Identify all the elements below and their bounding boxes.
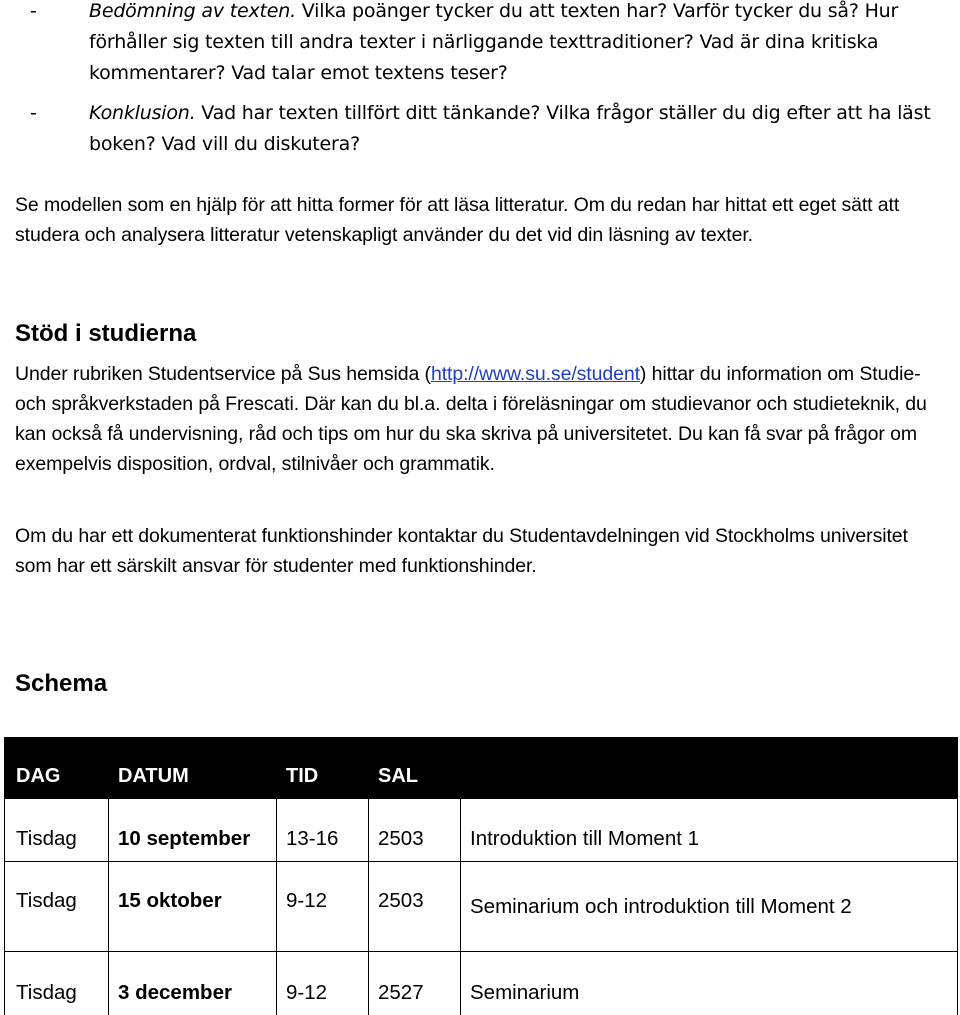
support-heading: Stöd i studierna	[15, 320, 197, 347]
bullet-text	[89, 98, 940, 160]
bullet-text	[89, 0, 940, 89]
table-column-divider	[108, 799, 109, 1015]
row3-day: Tisdag	[16, 981, 77, 1004]
table-border-left	[4, 737, 5, 1015]
table-header-row	[4, 737, 958, 799]
bullet-body: Vad har texten tillfört ditt tänkande? Vilka frågor ställer du dig efter att ha läst boken? Vad vill du diskutera?	[89, 102, 931, 155]
schedule-table	[4, 737, 958, 1015]
table-column-divider	[368, 799, 369, 1015]
row1-description: Introduktion till Moment 1	[470, 827, 700, 850]
table-column-divider	[460, 799, 461, 1015]
table-column-divider	[276, 799, 277, 1015]
row3-time: 9-12	[286, 981, 328, 1004]
schedule-heading: Schema	[15, 670, 108, 697]
bullet-term: Bedömning av texten.	[89, 0, 296, 22]
bullet-dash: -	[30, 0, 37, 22]
row1-day: Tisdag	[16, 827, 77, 850]
bullet-dash: -	[30, 102, 37, 124]
row3-description: Seminarium	[470, 981, 580, 1004]
column-header-room: SAL	[378, 765, 418, 787]
column-header-date: DATUM	[118, 765, 189, 787]
row2-time: 9-12	[286, 889, 328, 912]
bullet-conclusion	[30, 98, 940, 160]
row1-room: 2503	[378, 827, 424, 850]
row2-description: Seminarium och introduktion till Moment 2	[470, 895, 852, 918]
table-row-divider	[4, 951, 958, 952]
column-header-day: DAG	[16, 765, 61, 787]
table-border-right	[957, 737, 958, 1015]
support-paragraph	[15, 359, 945, 479]
bullet-assessment	[30, 0, 940, 89]
table-row-divider	[4, 861, 958, 862]
support-text-before-link: Under rubriken Studentservice på Sus hemsida (	[15, 363, 431, 385]
model-paragraph: Se modellen som en hjälp för att hitta former för att läsa litteratur. Om du redan har hittat ett eget sätt att studera och analysera litteratur vetenskapligt använder du det vid din läsning av texter.	[15, 194, 900, 246]
row2-day: Tisdag	[16, 889, 77, 912]
row3-room: 2527	[378, 981, 424, 1004]
bullet-term: Konklusion.	[89, 102, 196, 124]
bullet-body: Vilka poänger tycker du att texten har? Varför tycker du så? Hur förhåller sig texten till andra texter i närliggande texttraditioner? Vad är dina kritiska kommentarer? Vad talar emot textens teser?	[89, 0, 899, 84]
row2-room: 2503	[378, 889, 424, 912]
row1-time: 13-16	[286, 827, 339, 850]
column-header-time: TID	[286, 765, 319, 787]
support-text-after-link: ) hittar du information om Studie- och språkverkstaden på Frescati. Där kan du bl.a. delta i föreläsningar om studievanor och studieteknik, du kan också få undervisning, råd och tips om hur du ska skriva på universitetet. Du kan få svar på frågor om exempelvis disposition, ordval, stilnivåer och grammatik.	[15, 363, 927, 475]
row1-date: 10 september	[118, 827, 251, 850]
student-service-link[interactable]: http://www.su.se/student	[430, 363, 640, 385]
row3-date: 3 december	[118, 981, 232, 1004]
row2-date: 15 oktober	[118, 889, 222, 912]
disability-paragraph: Om du har ett dokumenterat funktionshinder kontaktar du Studentavdelningen vid Stockholms universitet som har ett särskilt ansvar för studenter med funktionshinder.	[15, 525, 908, 577]
